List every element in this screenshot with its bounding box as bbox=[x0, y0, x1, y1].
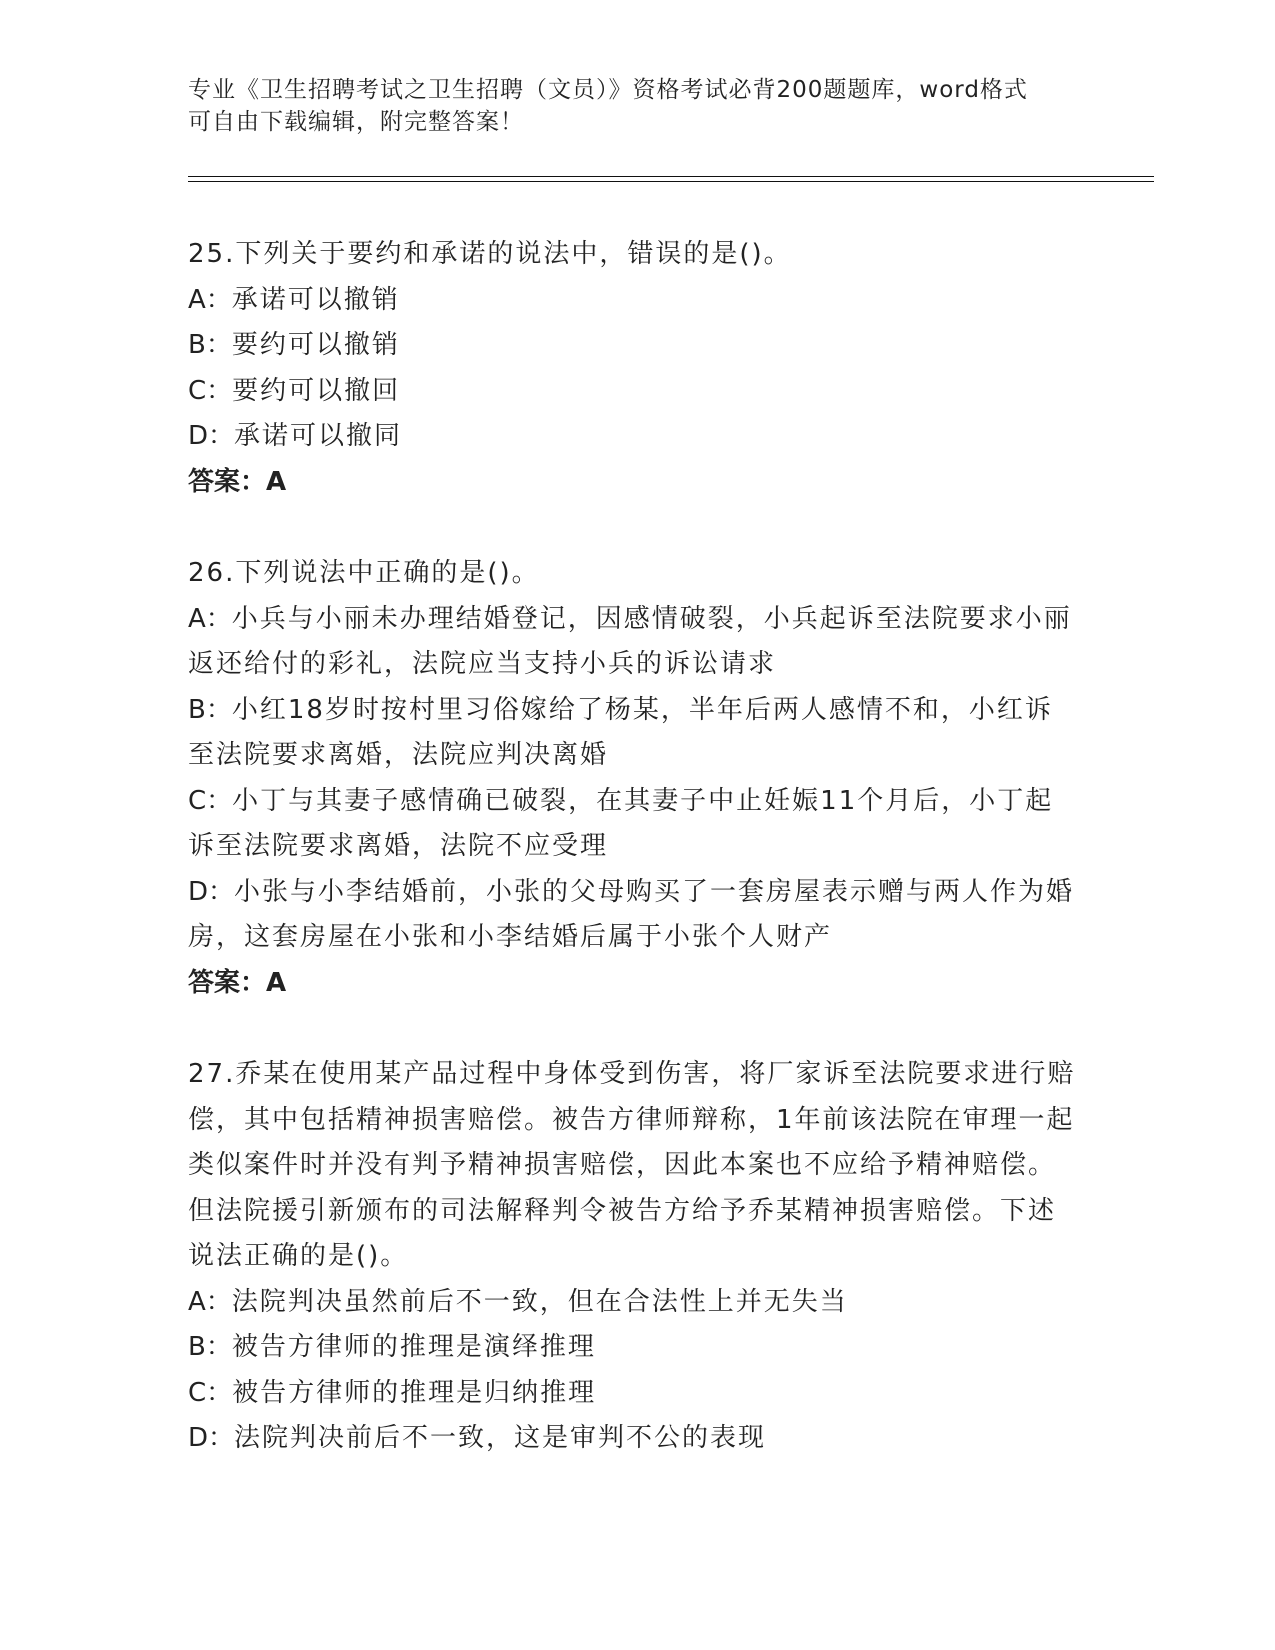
answer-line: 答案：A bbox=[188, 967, 287, 998]
option-text: 小张与小李结婚前，小张的父母购买了一套房屋表示赠与两人作为婚房，这套房屋在小张和小李结婚后属于小张个人财产 bbox=[188, 876, 1075, 952]
option-a bbox=[188, 597, 1078, 688]
option-key: A： bbox=[188, 603, 232, 634]
option-c bbox=[188, 1371, 1078, 1417]
option-text: 小丁与其妻子感情确已破裂，在其妻子中止妊娠11个月后，小丁起诉至法院要求离婚，法院不应受理 bbox=[188, 785, 1054, 861]
option-text: 承诺可以撤销 bbox=[231, 284, 400, 315]
option-text: 承诺可以撤同 bbox=[234, 421, 403, 451]
option-key: D： bbox=[188, 876, 235, 907]
option-c bbox=[188, 369, 1078, 415]
header-line-2: 可自由下载编辑，附完整答案！ bbox=[188, 109, 524, 135]
option-key: D： bbox=[188, 421, 235, 451]
option-b bbox=[188, 323, 1078, 369]
option-d bbox=[188, 1416, 1078, 1462]
option-text: 法院判决虽然前后不一致，但在合法性上并无失当 bbox=[231, 1286, 848, 1317]
option-text: 法院判决前后不一致，这是审判不公的表现 bbox=[234, 1423, 767, 1453]
option-b bbox=[188, 688, 1078, 779]
option-b bbox=[188, 1325, 1078, 1371]
option-text: 被告方律师的推理是演绎推理 bbox=[231, 1332, 596, 1362]
option-text: 小红18岁时按村里习俗嫁给了杨某，半年后两人感情不和，小红诉至法院要求离婚，法院应判决离婚 bbox=[188, 694, 1053, 770]
option-key: B： bbox=[188, 1332, 232, 1362]
option-key: B： bbox=[188, 330, 232, 360]
question-stem: 27.乔某在使用某产品过程中身体受到伤害，将厂家诉至法院要求进行赔偿，其中包括精神损害赔偿。被告方律师辩称，1年前该法院在审理一起类似案件时并没有判予精神损害赔偿，因此本案也不应给予精神赔偿。但法院援引新颁布的司法解释判令被告方给予乔某精神损害赔偿。下述说法正确的是()。 bbox=[188, 1059, 1076, 1271]
option-key: A： bbox=[188, 1286, 232, 1317]
option-text: 要约可以撤销 bbox=[231, 330, 400, 360]
option-d bbox=[188, 870, 1078, 961]
option-key: C： bbox=[188, 375, 233, 406]
answer-line: 答案：A bbox=[188, 466, 287, 497]
option-key: A： bbox=[188, 284, 232, 315]
option-text: 要约可以撤回 bbox=[232, 375, 401, 406]
question-list bbox=[188, 232, 1078, 1508]
option-a bbox=[188, 278, 1078, 324]
option-key: C： bbox=[188, 785, 233, 816]
option-c bbox=[188, 779, 1078, 870]
option-text: 被告方律师的推理是归纳推理 bbox=[232, 1377, 597, 1408]
header-line-1: 专业《卫生招聘考试之卫生招聘（文员）》资格考试必背200题题库，word格式 bbox=[188, 77, 1028, 103]
header-divider-bottom bbox=[188, 181, 1154, 182]
question-27 bbox=[188, 1052, 1078, 1462]
header-divider-top bbox=[188, 176, 1154, 177]
option-a bbox=[188, 1280, 1078, 1326]
option-key: D： bbox=[188, 1423, 235, 1453]
option-key: C： bbox=[188, 1377, 233, 1408]
question-stem: 26.下列说法中正确的是()。 bbox=[188, 558, 540, 588]
option-text: 小兵与小丽未办理结婚登记，因感情破裂，小兵起诉至法院要求小丽返还给付的彩礼，法院应当支持小兵的诉讼请求 bbox=[188, 603, 1072, 679]
option-key: B： bbox=[188, 694, 232, 725]
question-stem: 25.下列关于要约和承诺的说法中，错误的是()。 bbox=[188, 239, 792, 269]
question-26 bbox=[188, 551, 1078, 1006]
document-header bbox=[188, 74, 1068, 138]
option-d bbox=[188, 414, 1078, 460]
question-25 bbox=[188, 232, 1078, 505]
